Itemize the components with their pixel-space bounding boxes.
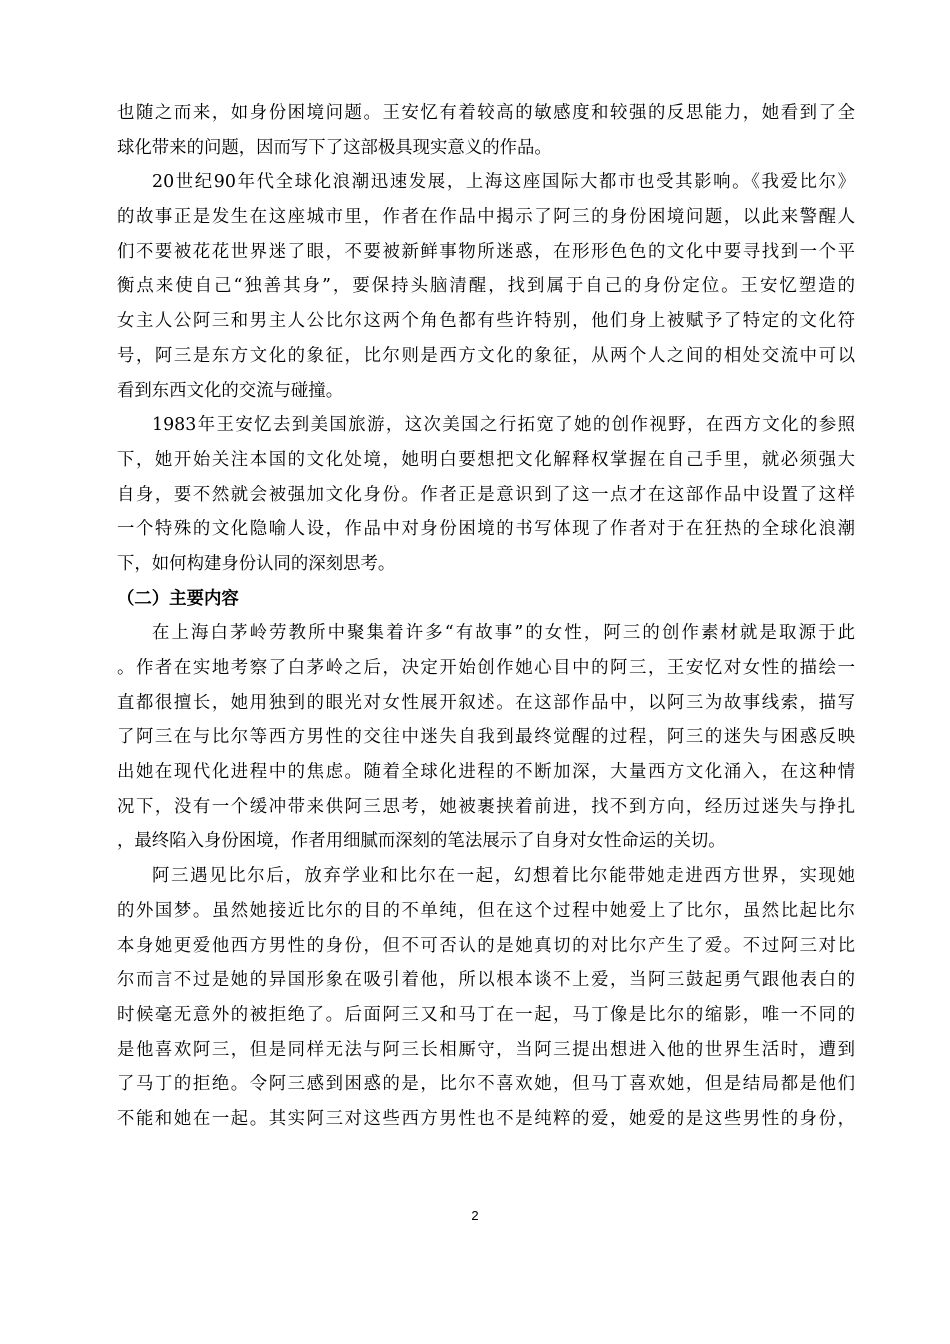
text-line: 们不要被花花世界迷了眼，不要被新鲜事物所迷惑，在形形色色的文化中要寻找到一个平 <box>117 241 855 262</box>
text-line: 自身，要不然就会被强加文化身份。作者正是意识到了这一点才在这部作品中设置了这样 <box>117 484 855 505</box>
text-line: 20世纪90年代全球化浪潮迅速发展，上海这座国际大都市也受其影响。《我爱比尔》 <box>152 172 855 193</box>
text-line: 也随之而来，如身份困境问题。王安忆有着较高的敏感度和较强的反思能力，她看到了全 <box>117 103 855 123</box>
text-line: 衡点来使自己“独善其身”，要保持头脑清醒，找到属于自己的身份定位。王安忆塑造的 <box>117 276 855 297</box>
text-line: 。作者在实地考察了白茅岭之后，决定开始创作她心目中的阿三，王安忆对女性的描绘一 <box>117 658 855 678</box>
text-line: 况下，没有一个缓冲带来供阿三思考，她被裹挟着前进，找不到方向，经历过迷失与挣扎 <box>117 796 855 817</box>
text-line: 了马丁的拒绝。令阿三感到困惑的是，比尔不喜欢她，但马丁喜欢她，但是结局都是他们 <box>117 1074 855 1095</box>
text-line: 号，阿三是东方文化的象征，比尔则是西方文化的象征，从两个人之间的相处交流中可以 <box>117 345 855 366</box>
text-line: 时候毫无意外的被拒绝了。后面阿三又和马丁在一起，马丁像是比尔的缩影，唯一不同的 <box>117 1004 855 1025</box>
text-line: 看到东西文化的交流与碰撞。 <box>117 380 344 401</box>
text-line: 的故事正是发生在这座城市里，作者在作品中揭示了阿三的身份困境问题，以此来警醒人 <box>117 207 855 228</box>
text-line: 尔而言不过是她的异国形象在吸引着他，所以根本谈不上爱，当阿三鼓起勇气跟他表白的 <box>117 970 855 991</box>
section-heading: （二）主要内容 <box>117 588 239 609</box>
text-line: 下，她开始关注本国的文化处境，她明白要想把文化解释权掌握在自己手里，就必须强大 <box>117 449 855 470</box>
text-line: 不能和她在一起。其实阿三对这些西方男性也不是纯粹的爱，她爱的是这些男性的身份， <box>117 1108 855 1129</box>
text-line: 是他喜欢阿三，但是同样无法与阿三长相厮守，当阿三提出想进入他的世界生活时，遭到 <box>117 1039 855 1060</box>
text-line: 下，如何构建身份认同的深刻思考。 <box>117 553 396 574</box>
text-line: 球化带来的问题，因而写下了这部极具现实意义的作品。 <box>117 137 552 158</box>
text-line: 直都很擅长，她用独到的眼光对女性展开叙述。在这部作品中，以阿三为故事线索，描写 <box>117 692 855 713</box>
text-line: 1983年王安忆去到美国旅游，这次美国之行拓宽了她的创作视野，在西方文化的参照 <box>152 415 855 436</box>
text-line: 了阿三在与比尔等西方男性的交往中迷失自我到最终觉醒的过程，阿三的迷失与困惑反映 <box>117 727 855 748</box>
text-line: 女主人公阿三和男主人公比尔这两个角色都有些许特别，他们身上被赋予了特定的文化符 <box>117 311 855 332</box>
text-line: 出她在现代化进程中的焦虑。随着全球化进程的不断加深，大量西方文化涌入，在这种情 <box>117 762 855 783</box>
text-line: 的外国梦。虽然她接近比尔的目的不单纯，但在这个过程中她爱上了比尔，虽然比起比尔 <box>117 900 855 921</box>
page-number: 2 <box>471 1208 479 1223</box>
text-line: 阿三遇见比尔后，放弃学业和比尔在一起，幻想着比尔能带她走进西方世界，实现她 <box>152 866 855 887</box>
body-text <box>117 96 855 1137</box>
text-line: 本身她更爱他西方男性的身份，但不可否认的是她真切的对比尔产生了爱。不过阿三对比 <box>117 935 855 956</box>
text-line: 在上海白茅岭劳教所中聚集着许多“有故事”的女性，阿三的创作素材就是取源于此 <box>152 623 855 644</box>
text-line: 一个特殊的文化隐喻人设，作品中对身份困境的书写体现了作者对于在狂热的全球化浪潮 <box>117 519 855 540</box>
text-line: ，最终陷入身份困境，作者用细腻而深刻的笔法展示了自身对女性命运的关切。 <box>117 831 726 852</box>
